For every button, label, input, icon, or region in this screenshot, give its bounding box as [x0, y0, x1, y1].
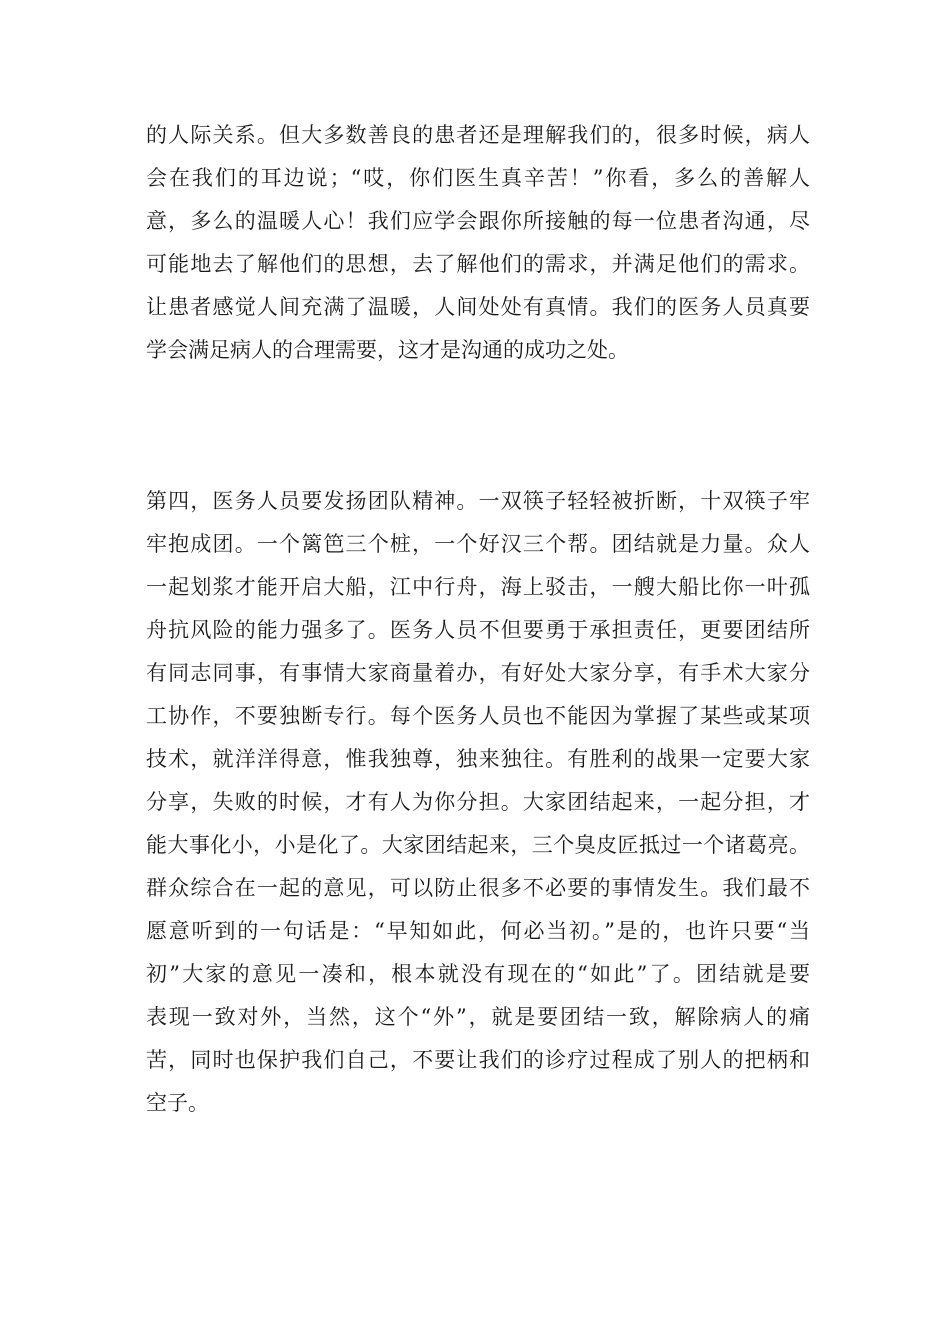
- text-line: 空子。: [146, 1091, 209, 1115]
- text-line: 第四，医务人员要发扬团队精神。一双筷子轻轻被折断，十双筷子牢: [146, 489, 810, 513]
- text-line: 会在我们的耳边说；“哎，你们医生真辛苦！”你看，多么的善解人: [146, 166, 810, 190]
- text-line: 可能地去了解他们的思想，去了解他们的需求，并满足他们的需求。: [146, 252, 810, 276]
- text-line: 一起划浆才能开启大船，江中行舟，海上驳击，一艘大船比你一叶孤: [146, 575, 810, 599]
- text-line: 工协作，不要独断专行。每个医务人员也不能因为掌握了某些或某项: [146, 704, 810, 728]
- text-line: 初”大家的意见一凑和，根本就没有现在的“如此”了。团结就是要: [146, 962, 810, 986]
- text-line: 分享，失败的时候，才有人为你分担。大家团结起来，一起分担，才: [146, 790, 810, 814]
- text-line: 学会满足病人的合理需要，这才是沟通的成功之处。: [146, 338, 629, 362]
- text-line: 群众综合在一起的意见，可以防止很多不必要的事情发生。我们最不: [146, 876, 810, 900]
- text-line: 让患者感觉人间充满了温暖，人间处处有真情。我们的医务人员真要: [146, 295, 810, 319]
- text-line: 能大事化小，小是化了。大家团结起来，三个臭皮匠抵过一个诸葛亮。: [146, 833, 810, 857]
- text-line: 技术，就洋洋得意，惟我独尊，独来独往。有胜利的战果一定要大家: [146, 747, 810, 771]
- text-line: 舟抗风险的能力强多了。医务人员不但要勇于承担责任，更要团结所: [146, 618, 810, 642]
- text-line: 牢抱成团。一个篱笆三个桩，一个好汉三个帮。团结就是力量。众人: [146, 532, 810, 556]
- text-line: 表现一致对外，当然，这个“外”，就是要团结一致，解除病人的痛: [146, 1005, 810, 1029]
- text-line: 意，多么的温暖人心！我们应学会跟你所接触的每一位患者沟通，尽: [146, 209, 810, 233]
- text-line: 苦，同时也保护我们自己，不要让我们的诊疗过程成了别人的把柄和: [146, 1048, 810, 1072]
- text-line: 愿意听到的一句话是：“早知如此，何必当初。”是的，也许只要“当: [146, 919, 810, 943]
- paragraph-team-spirit: [146, 480, 810, 1125]
- paragraph-communication: [146, 114, 810, 372]
- text-line: 的人际关系。但大多数善良的患者还是理解我们的，很多时候，病人: [146, 123, 810, 147]
- text-line: 有同志同事，有事情大家商量着办，有好处大家分享，有手术大家分: [146, 661, 810, 685]
